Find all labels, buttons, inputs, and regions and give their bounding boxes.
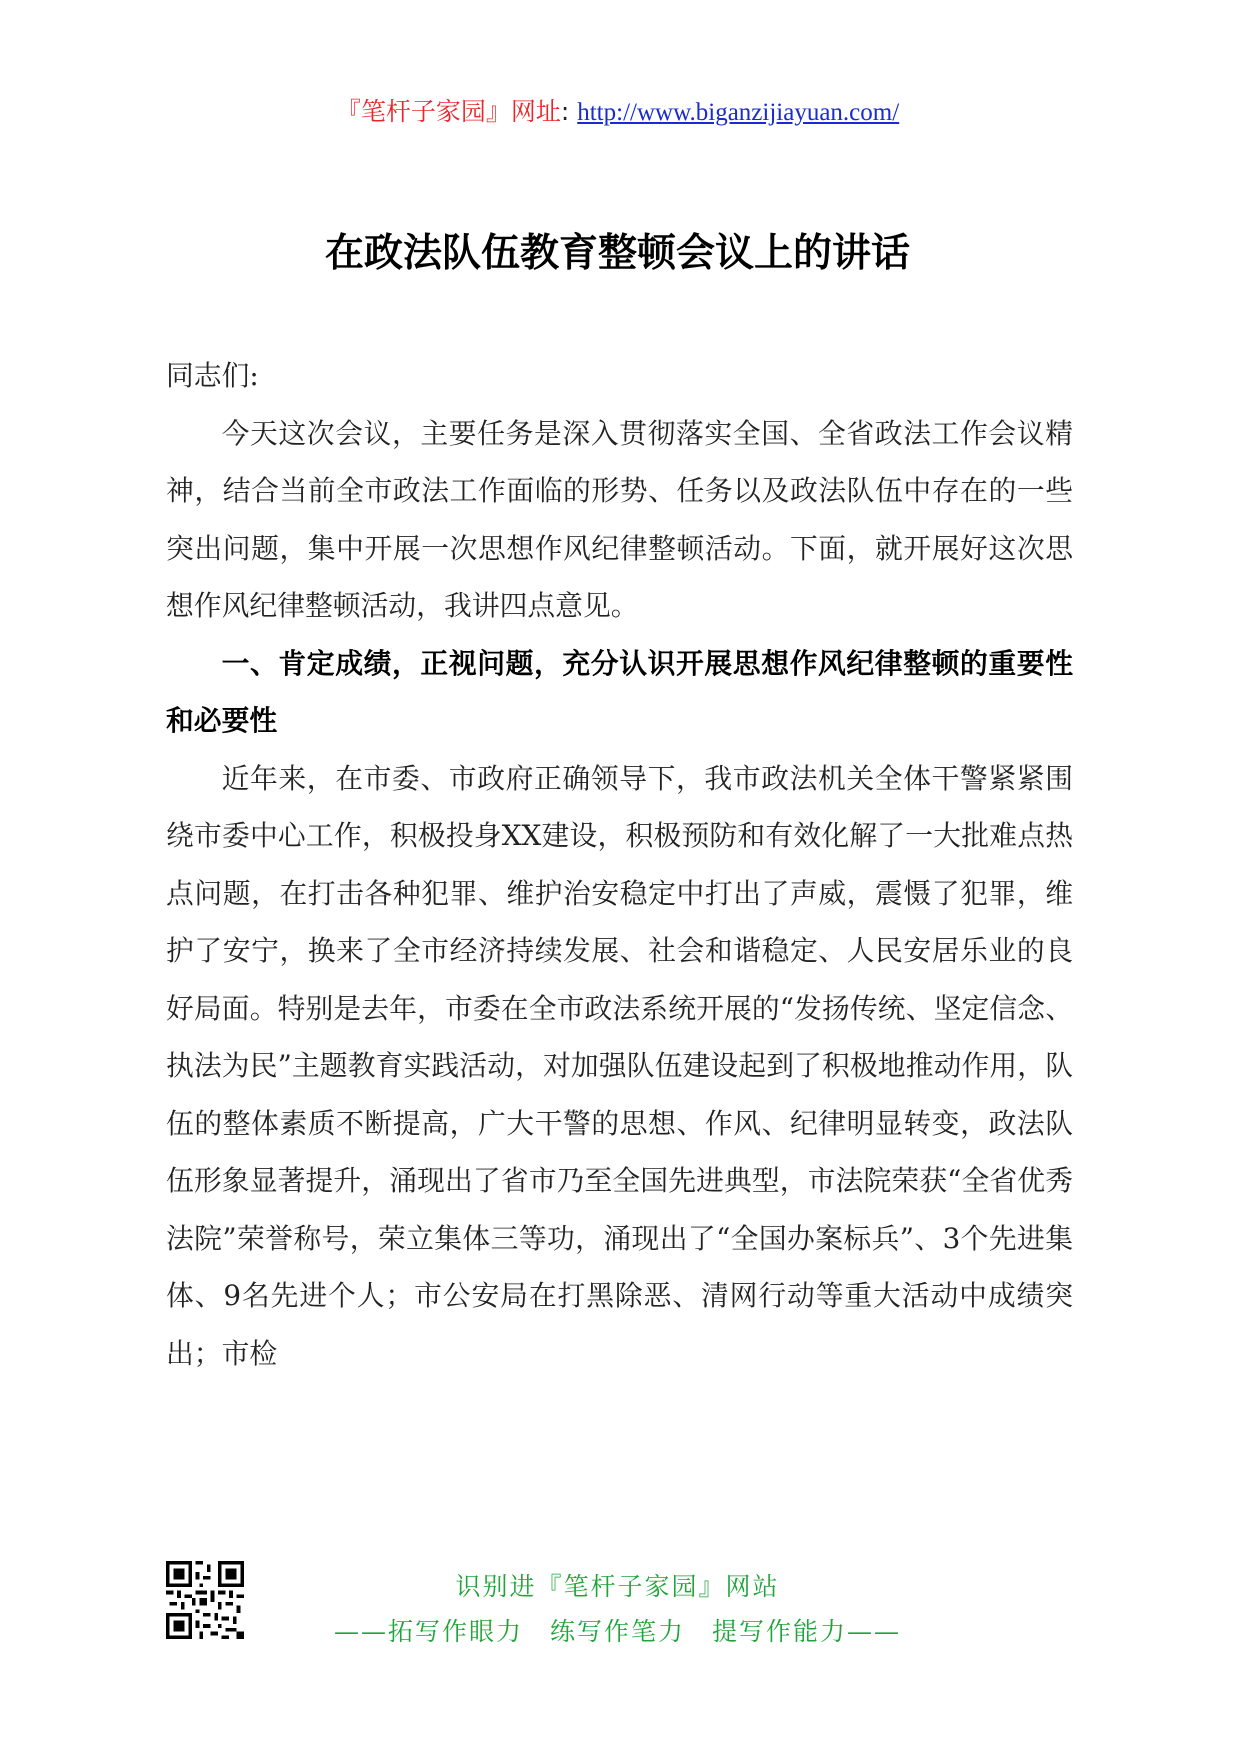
section-heading-1: 一、肯定成绩，正视问题，充分认识开展思想作风纪律整顿的重要性和必要性	[166, 646, 1073, 737]
salutation: 同志们:	[166, 359, 259, 392]
document-title: 在政法队伍教育整顿会议上的讲话	[324, 231, 910, 276]
header-colon: :	[560, 97, 570, 126]
document-body	[166, 347, 1073, 1382]
paragraph-achievements: 近年来，在市委、市政府正确领导下，我市政法机关全体干警紧紧围绕市委中心工作，积极投身XX建设，积极预防和有效化解了一大批难点热点问题，在打击各种犯罪、维护治安稳定中打出了声威，震慑了犯罪，维护了安宁，换来了全市经济持续发展、社会和谐稳定、人民安居乐业的良好局面。特别是去年，市委在全市政法系统开展的“发扬传统、坚定信念、执法为民”主题教育实践活动，对加强队伍建设起到了积极地推动作用，队伍的整体素质不断提高，广大干警的思想、作风、纪律明显转变，政法队伍形象显著提升，涌现出了省市乃至全国先进典型，市法院荣获“全省优秀法院”荣誉称号，荣立集体三等功，涌现出了“全国办案标兵”、3个先进集体、9名先进个人；市公安局在打黑除恶、清网行动等重大活动中成绩突出；市检	[166, 761, 1073, 1370]
page-header	[0, 92, 1235, 128]
site-url-link[interactable]: http://www.biganzijiayuan.com/	[577, 99, 900, 126]
footer-slogan-2: ——拓写作眼力 练写作笔力 提写作能力——	[333, 1617, 901, 1646]
paragraph-intro: 今天这次会议，主要任务是深入贯彻落实全国、全省政法工作会议精神，结合当前全市政法工作面临的形势、任务以及政法队伍中存在的一些突出问题，集中开展一次思想作风纪律整顿活动。下面，就开展好这次思想作风纪律整顿活动，我讲四点意见。	[166, 416, 1073, 622]
footer-slogan-1: 识别进『笔杆子家园』网站	[455, 1572, 780, 1601]
site-name: 『笔杆子家园』网址	[335, 97, 561, 126]
